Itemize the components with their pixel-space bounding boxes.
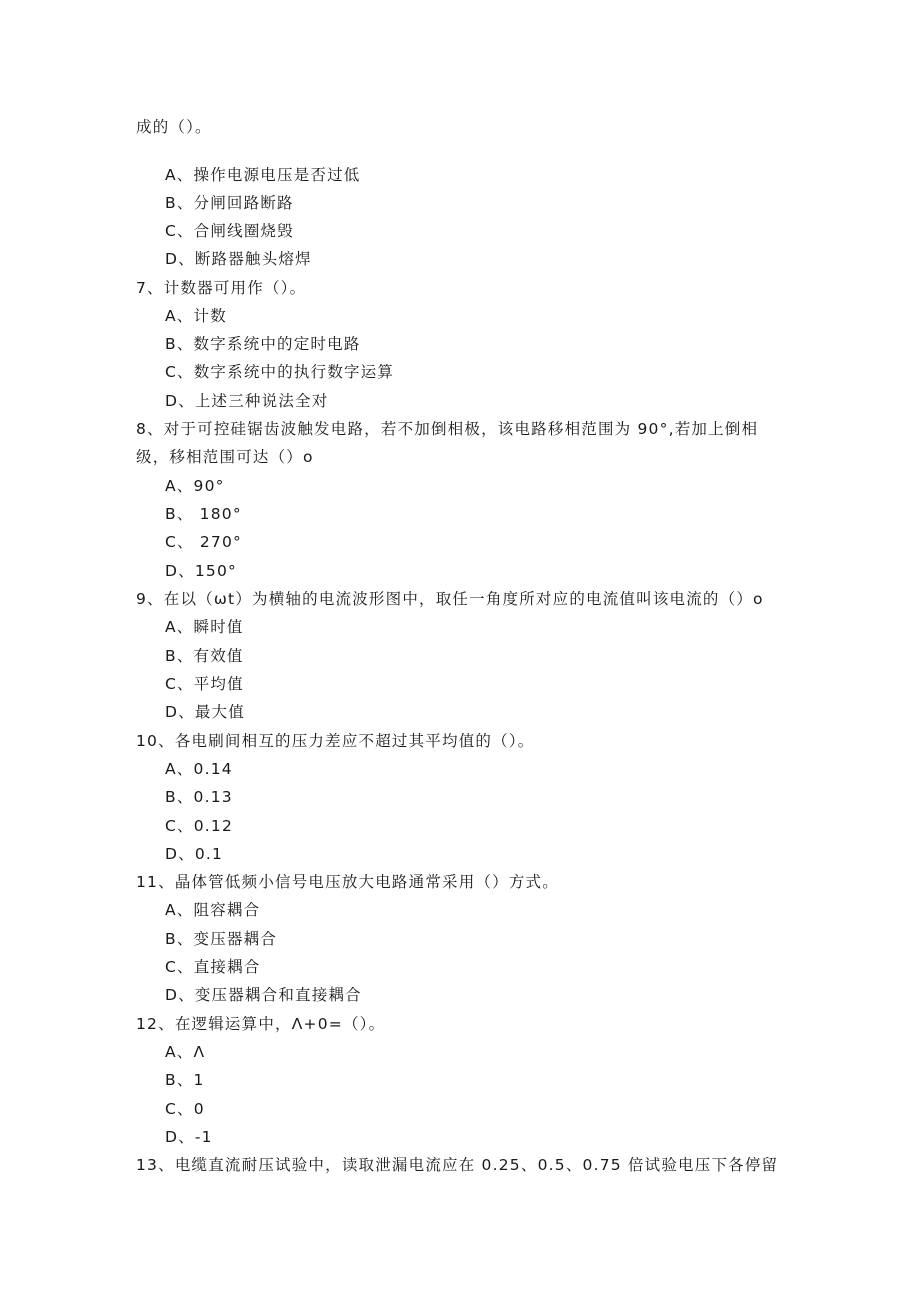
option-c: C、直接耦合 bbox=[165, 958, 261, 976]
option-c: C、合闸线圈烧毁 bbox=[165, 222, 294, 240]
option-a: A、0.14 bbox=[165, 760, 233, 778]
option-d: D、-1 bbox=[165, 1128, 213, 1146]
option-c: C、0 bbox=[165, 1100, 205, 1118]
option-c: C、 270° bbox=[165, 533, 242, 551]
option-b: B、1 bbox=[165, 1071, 205, 1089]
option-b: B、0.13 bbox=[165, 788, 233, 806]
question-8-continuation: 级，移相范围可达（）o bbox=[136, 448, 314, 466]
question-continuation: 成的（）。 bbox=[136, 118, 212, 136]
option-a: A、阻容耦合 bbox=[165, 901, 261, 919]
option-d: D、变压器耦合和直接耦合 bbox=[165, 986, 362, 1004]
option-a: A、瞬时值 bbox=[165, 618, 244, 636]
option-b: B、分闸回路断路 bbox=[165, 194, 294, 212]
question-13: 13、电缆直流耐压试验中，读取泄漏电流应在 0.25、0.5、0.75 倍试验电压下各停留 bbox=[136, 1156, 779, 1174]
question-10: 10、各电刷间相互的压力差应不超过其平均值的（）。 bbox=[136, 732, 535, 750]
question-12: 12、在逻辑运算中，Λ+0=（）。 bbox=[136, 1015, 386, 1033]
option-a: A、90° bbox=[165, 477, 225, 495]
option-d: D、断路器触头熔焊 bbox=[165, 250, 312, 268]
option-c: C、0.12 bbox=[165, 817, 234, 835]
question-7: 7、计数器可用作（）。 bbox=[136, 279, 307, 297]
option-a: A、计数 bbox=[165, 307, 227, 325]
option-b: B、有效值 bbox=[165, 647, 244, 665]
question-9: 9、在以（ωt）为横轴的电流波形图中，取任一角度所对应的电流值叫该电流的（）o bbox=[136, 590, 764, 608]
option-b: B、数字系统中的定时电路 bbox=[165, 335, 361, 353]
question-8: 8、对于可控硅锯齿波触发电路，若不加倒相极，该电路移相范围为 90°,若加上倒相 bbox=[136, 420, 759, 438]
option-b: B、变压器耦合 bbox=[165, 930, 278, 948]
question-11: 11、晶体管低频小信号电压放大电路通常采用（）方式。 bbox=[136, 873, 559, 891]
option-c: C、平均值 bbox=[165, 675, 244, 693]
option-a: A、操作电源电压是否过低 bbox=[165, 166, 361, 184]
option-b: B、 180° bbox=[165, 505, 242, 523]
option-d: D、0.1 bbox=[165, 845, 224, 863]
option-d: D、最大值 bbox=[165, 703, 245, 721]
option-d: D、150° bbox=[165, 562, 237, 580]
option-d: D、上述三种说法全对 bbox=[165, 392, 329, 410]
option-a: A、Λ bbox=[165, 1043, 206, 1061]
option-c: C、数字系统中的执行数字运算 bbox=[165, 363, 395, 381]
